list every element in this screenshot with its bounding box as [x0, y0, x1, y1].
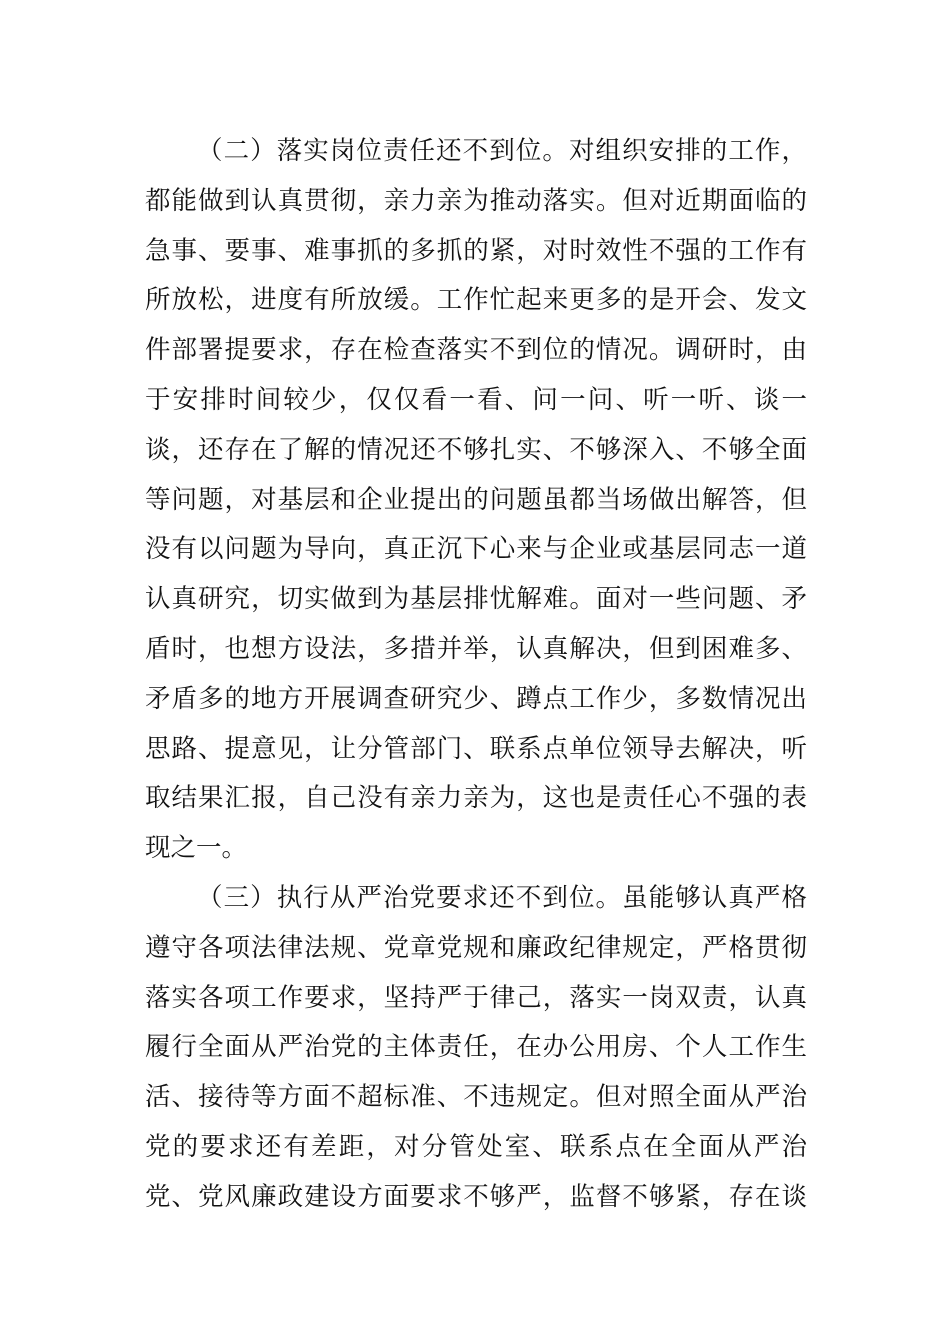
- paragraph-2-line-2: 都能做到认真贯彻，亲力亲为推动落实。但对近期面临的: [145, 185, 807, 216]
- document-body: [145, 127, 807, 1223]
- paragraph-3-line-2: 遵守各项法律法规、党章党规和廉政纪律规定，严格贯彻: [145, 932, 807, 963]
- paragraph-2-line-11: 盾时，也想方设法，多措并举，认真解决，但到困难多、: [145, 633, 807, 664]
- paragraph-3-line-3: 落实各项工作要求，坚持严于律己，落实一岗双责，认真: [145, 982, 807, 1013]
- paragraph-3-line-4: 履行全面从严治党的主体责任，在办公用房、个人工作生: [145, 1032, 807, 1063]
- paragraph-3-line-6: 党的要求还有差距，对分管处室、联系点在全面从严治: [145, 1131, 807, 1162]
- paragraph-2-line-4: 所放松，进度有所放缓。工作忙起来更多的是开会、发文: [145, 285, 807, 316]
- paragraph-3-line-7: 党、党风廉政建设方面要求不够严，监督不够紧，存在谈: [145, 1181, 807, 1212]
- paragraph-3-line-5: 活、接待等方面不超标准、不违规定。但对照全面从严治: [145, 1082, 807, 1113]
- paragraph-2-line-6: 于安排时间较少，仅仅看一看、问一问、听一听、谈一: [145, 384, 807, 415]
- paragraph-2-line-10: 认真研究，切实做到为基层排忧解难。面对一些问题、矛: [145, 584, 807, 615]
- paragraph-2-line-8: 等问题，对基层和企业提出的问题虽都当场做出解答，但: [145, 484, 807, 515]
- paragraph-2-line-3: 急事、要事、难事抓的多抓的紧，对时效性不强的工作有: [145, 235, 807, 266]
- paragraph-2-line-7: 谈，还存在了解的情况还不够扎实、不够深入、不够全面: [145, 434, 807, 465]
- paragraph-2-line-9: 没有以问题为导向，真正沉下心来与企业或基层同志一道: [145, 534, 807, 565]
- paragraph-2-line-15: 现之一。: [145, 833, 248, 864]
- paragraph-2-line-14: 取结果汇报，自己没有亲力亲为，这也是责任心不强的表: [145, 783, 807, 814]
- paragraph-2-line-1: （二）落实岗位责任还不到位。对组织安排的工作，: [197, 136, 807, 166]
- paragraph-3-line-1: （三）执行从严治党要求还不到位。虽能够认真严格: [197, 882, 807, 913]
- paragraph-2-line-5: 件部署提要求，存在检查落实不到位的情况。调研时，由: [145, 335, 807, 366]
- paragraph-2-line-12: 矛盾多的地方开展调查研究少、蹲点工作少，多数情况出: [145, 683, 807, 714]
- paragraph-2-line-13: 思路、提意见，让分管部门、联系点单位领导去解决，听: [145, 733, 807, 764]
